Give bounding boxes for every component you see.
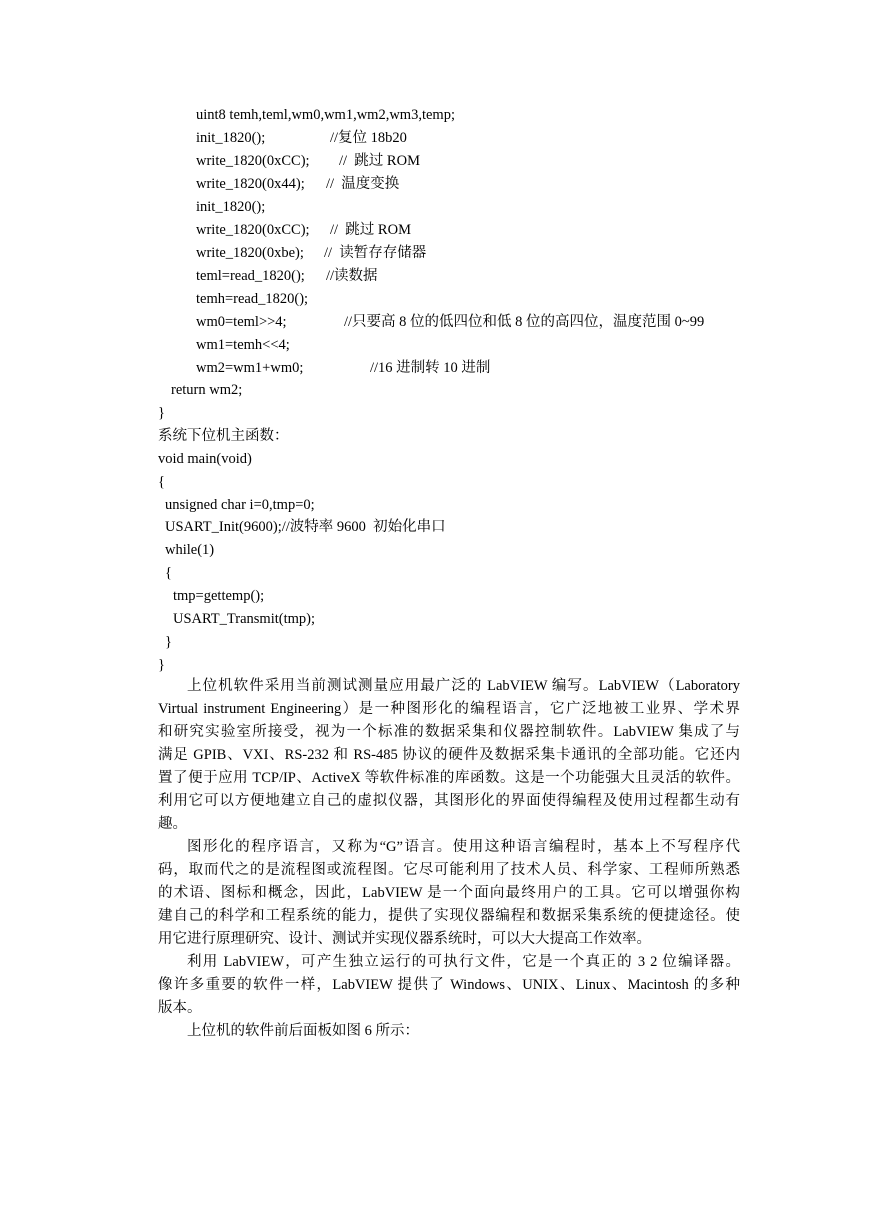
paragraph-line: 像许多重要的软件一样，LabVIEW 提供了 Windows、UNIX、Linux、Macintosh 的多种 [158,977,740,993]
code-line [196,266,378,286]
code-comment: //读数据 [326,268,378,284]
code-text: void main(void) [158,451,252,467]
code-brace: { [165,565,172,581]
code-text: unsigned char i=0,tmp=0; [165,497,315,513]
section-heading [158,426,289,446]
body-paragraph [158,836,740,951]
code-brace: } [165,634,172,650]
code-text: tmp=gettemp(); [173,588,265,604]
paragraph-line: 图形化的程序语言，又称为“G”语言。使用这种语言编程时，基本上不写程序代 [187,839,740,855]
code-line [196,243,427,263]
code-brace: { [158,474,165,490]
code-text: init_1820(); [196,199,266,215]
code-text: USART_Init(9600); [165,519,282,535]
paragraph-line: 置了便于应用 TCP/IP、ActiveX 等软件标准的库函数。这是一个功能强大且灵活的软件。 [158,770,740,786]
code-line [196,105,455,125]
code-text: write_1820(0xCC); [196,153,310,169]
code-line [196,312,705,332]
code-line [158,403,165,423]
code-line [196,128,407,148]
paragraph-line: 建自己的科学和工程系统的能力，提供了实现仪器编程和数据采集系统的便捷途径。使 [158,908,740,924]
paragraph-line: 上位机软件采用当前测试测量应用最广泛的 LabVIEW 编写。LabVIEW（Laboratory [187,678,740,694]
paragraph-line: 满足 GPIB、VXI、RS-232 和 RS-485 协议的硬件及数据采集卡通讯的全部功能。它还内 [158,747,740,763]
paragraph-line: 上位机的软件前后面板如图 6 所示： [187,1023,419,1039]
code-comment: //波特率 9600 初始化串口 [281,519,446,535]
heading-text: 系统下位机主函数： [158,428,289,444]
code-comment: // 跳过 ROM [330,222,411,238]
code-text: uint8 temh,teml,wm0,wm1,wm2,wm3,temp; [196,107,455,123]
code-line [158,449,252,469]
code-text: wm0=teml>>4; [196,314,287,330]
code-line [165,563,172,583]
paragraph-line: 利用它可以方便地建立自己的虚拟仪器，其图形化的界面使得编程及使用过程都生动有 [158,793,740,809]
code-comment: // 读暂存存储器 [324,245,427,261]
body-paragraph [158,1020,740,1043]
body-paragraph [158,951,740,1020]
paragraph-line: 趣。 [158,816,187,832]
paragraph-line: 利用 LabVIEW，可产生独立运行的可执行文件，它是一个真正的 3 2 位编译器。 [187,954,740,970]
code-text: teml=read_1820(); [196,268,305,284]
code-brace: } [158,405,165,421]
code-line [173,609,315,629]
code-text: init_1820(); [196,130,266,146]
code-text: while(1) [165,542,215,558]
code-comment: //只要高 8 位的低四位和低 8 位的高四位，温度范围 0~99 [344,314,705,330]
code-comment: // 跳过 ROM [339,153,420,169]
code-text: wm1=temh<<4; [196,337,290,353]
code-comment: // 温度变换 [326,176,400,192]
code-line [196,358,491,378]
code-text: return wm2; [171,382,243,398]
code-line [165,632,172,652]
code-brace: } [158,657,165,673]
code-text: write_1820(0x44); [196,176,305,192]
code-text: USART_Transmit(tmp); [173,611,315,627]
paragraph-line: 版本。 [158,1000,202,1016]
code-line [165,517,446,537]
code-text: temh=read_1820(); [196,291,309,307]
code-line [171,380,242,400]
code-line [173,586,264,606]
code-line [165,495,315,515]
code-line [196,220,411,240]
code-line [196,335,290,355]
code-line [158,655,165,675]
paragraph-line: 和研究实验室所接受，视为一个标准的数据采集和仪器控制软件。LabVIEW 集成了与 [158,724,740,740]
code-line [196,151,420,171]
paragraph-line: 的术语、图标和概念，因此，LabVIEW 是一个面向最终用户的工具。它可以增强你构 [158,885,740,901]
code-line [196,174,400,194]
code-comment: //复位 18b20 [330,130,407,146]
code-comment: //16 进制转 10 进制 [370,360,491,376]
paragraph-line: Virtual instrument Engineering）是一种图形化的编程语言，它广泛地被工业界、学术界 [158,701,740,717]
code-line [158,472,165,492]
code-line [196,289,308,309]
body-paragraph [158,675,740,836]
code-text: wm2=wm1+wm0; [196,360,304,376]
paragraph-line: 码，取而代之的是流程图或流程图。它尽可能利用了技术人员、科学家、工程师所熟悉 [158,862,740,878]
code-line [196,197,265,217]
code-text: write_1820(0xCC); [196,222,310,238]
paragraph-line: 用它进行原理研究、设计、测试并实现仪器系统时，可以大大提高工作效率。 [158,931,651,947]
code-text: write_1820(0xbe); [196,245,304,261]
code-line [165,540,214,560]
